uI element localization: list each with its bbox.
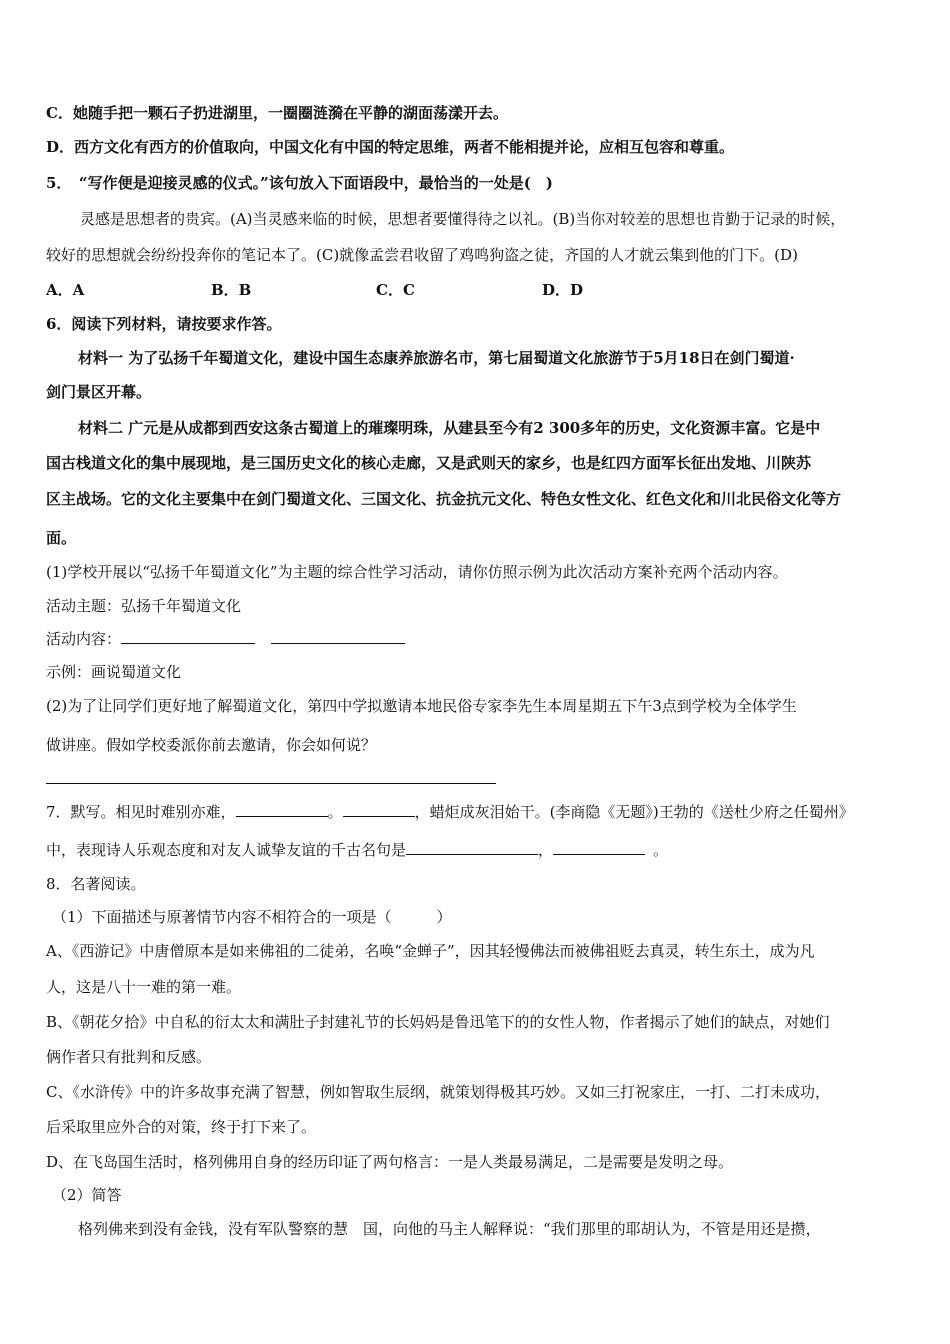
q5-passage-line-1: 灵感是思想者的贵宾。(A)当灵感来临的时候，思想者要懂得待之以礼。(B)当你对较差的思想也肯勤于记录的时候， — [80, 210, 846, 228]
q6-material1-line-1: 材料一 为了弘扬千年蜀道文化，建设中国生态康养旅游名市，第七届蜀道文化旅游节于5月18日在剑门蜀道· — [78, 349, 795, 367]
q7-line-2 — [46, 838, 910, 861]
q7-blank-2[interactable] — [343, 800, 415, 817]
q5-option-d: D．D — [542, 281, 584, 299]
q6-content-row — [46, 627, 910, 650]
q7-text-2: 。 — [327, 803, 343, 821]
q6-theme: 活动主题：弘扬千年蜀道文化 — [46, 597, 242, 615]
q6-sub2-line-2: 做讲座。假如学校委派你前去邀请，你会如何说？ — [46, 736, 377, 754]
q8-option-b-line-1: B、《朝花夕拾》中自私的衍太太和满肚子封建礼节的长妈妈是鲁迅笔下的的女性人物，作者揭示了她们的缺点，对她们 — [46, 1013, 830, 1031]
q8-option-a-line-1: A、《西游记》中唐僧原本是如来佛祖的二徒弟，名唤“金蝉子”，因其轻慢佛法而被佛祖贬去真灵，转生东土，成为凡 — [46, 942, 815, 960]
q6-material2-line-4: 面。 — [46, 529, 77, 547]
q7-blank-1[interactable] — [236, 800, 328, 817]
q6-material2-line-2: 国古栈道文化的集中展现地，是三国历史文化的核心走廊，又是武则天的家乡，也是红四方面军长征出发地、川陕苏 — [46, 454, 812, 472]
q4-option-d: D．西方文化有西方的价值取向，中国文化有中国的特定思维，两者不能相提并论，应相互包容和尊重。 — [46, 138, 735, 156]
q5-option-c: C．C — [376, 281, 415, 299]
q7-text-1: 7．默写。相见时难别亦难， — [46, 803, 236, 821]
q8-stem: 8．名著阅读。 — [46, 875, 146, 893]
q6-content-blank-1[interactable] — [121, 627, 255, 644]
q6-example: 示例：画说蜀道文化 — [46, 663, 182, 681]
q7-text-4: 中，表现诗人乐观态度和对友人诚挚友谊的千古名句是 — [46, 841, 407, 859]
q4-option-c: C．她随手把一颗石子扔进湖里，一圈圈涟漪在平静的湖面荡漾开去。 — [46, 104, 508, 122]
q6-material2-line-3: 区主战场。它的文化主要集中在剑门蜀道文化、三国文化、抗金抗元文化、特色女性文化、红色文化和川北民俗文化等方 — [46, 490, 842, 508]
q7-text-3: ，蜡炬成灰泪始干。(李商隐《无题》)王勃的《送杜少府之任蜀州》 — [414, 803, 854, 821]
q5-option-a: A．A — [46, 281, 85, 299]
q7-line-1 — [46, 800, 910, 823]
q5-stem: 5． “写作便是迎接灵感的仪式。”该句放入下面语段中，最恰当的一处是( ) — [46, 174, 553, 192]
q6-content-label: 活动内容： — [46, 630, 122, 648]
q8-option-a-line-2: 人，这是八十一难的第一难。 — [46, 978, 242, 996]
q7-text-5: ， — [538, 841, 554, 859]
q8-option-c-line-1: C、《水浒传》中的许多故事充满了智慧，例如智取生辰纲，就策划得极其巧妙。又如三打祝家庄，一打、二打未成功， — [46, 1083, 830, 1101]
q6-sub2-line-1: (2)为了让同学们更好地了解蜀道文化，第四中学拟邀请本地民俗专家李先生本周星期五下午3点到学校为全体学生 — [46, 697, 797, 715]
q8-passage-line-1: 格列佛来到没有金钱，没有军队警察的慧 国，向他的马主人解释说：“我们那里的耶胡认为，不管是用还是攒， — [78, 1220, 821, 1238]
q8-option-d: D、在飞岛国生活时，格列佛用自身的经历印证了两句格言：一是人类最易满足，二是需要是发明之母。 — [46, 1153, 734, 1171]
q6-material2-line-1: 材料二 广元是从成都到西安这条古蜀道上的璀璨明珠，从建县至今有2 300多年的历史，文化资源丰富。它是中 — [78, 419, 821, 437]
q5-passage-line-2: 较好的思想就会纷纷投奔你的笔记本了。(C)就像孟尝君收留了鸡鸣狗盗之徒，齐国的人才就云集到他的门下。(D) — [46, 246, 798, 264]
q7-text-6: 。 — [653, 841, 669, 859]
q6-material1-line-2: 剑门景区开幕。 — [46, 383, 152, 401]
q8-option-b-line-2: 俩作者只有批判和反感。 — [46, 1048, 212, 1066]
q8-option-c-line-2: 后采取里应外合的对策，终于打下来了。 — [46, 1118, 317, 1136]
q8-sub1: （1）下面描述与原著情节内容不相符合的一项是（ ） — [52, 908, 452, 926]
q7-blank-4[interactable] — [553, 838, 645, 855]
q6-sub1: (1)学校开展以“弘扬千年蜀道文化”为主题的综合性学习活动，请你仿照示例为此次活动方案补充两个活动内容。 — [46, 563, 788, 581]
q6-answer-line[interactable] — [46, 783, 496, 784]
q6-stem: 6．阅读下列材料，请按要求作答。 — [46, 315, 282, 333]
q6-content-blank-2[interactable] — [271, 627, 405, 644]
q5-option-b: B．B — [211, 281, 252, 299]
q7-blank-3[interactable] — [406, 838, 538, 855]
q8-sub2: （2）简答 — [52, 1186, 122, 1204]
